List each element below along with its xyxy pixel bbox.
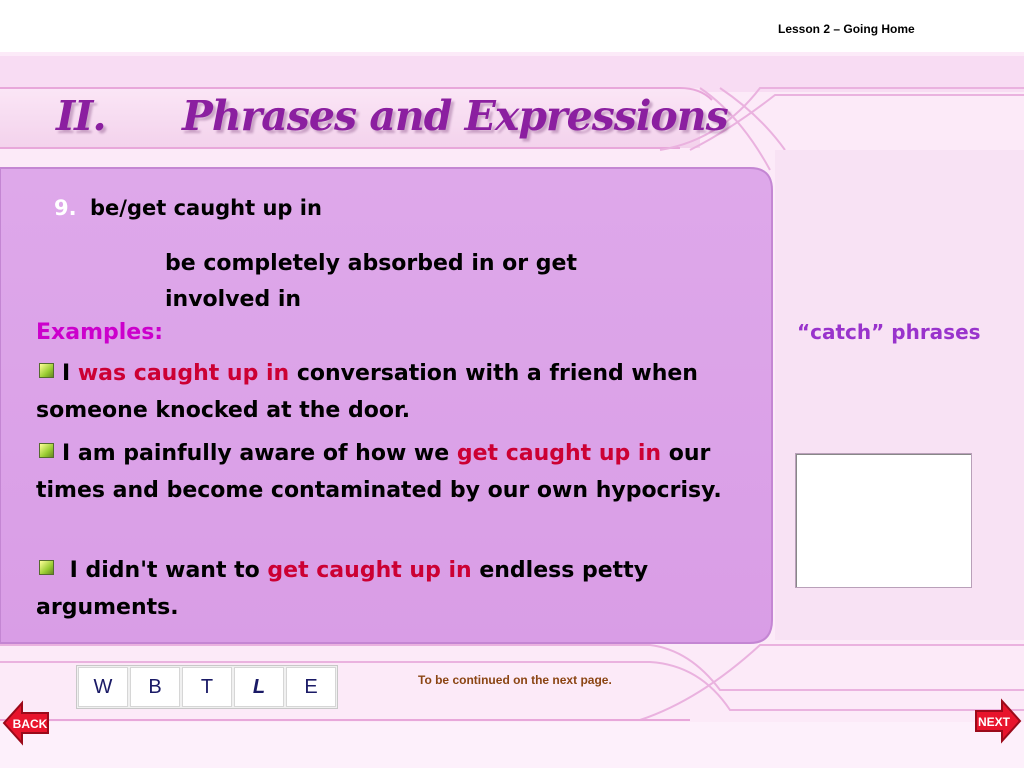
example-highlight: get caught up in: [267, 558, 472, 583]
example-text: our times and become contaminated by our own hypocrisy.: [36, 441, 722, 503]
slide-title: [56, 92, 728, 140]
examples-label: Examples:: [36, 320, 164, 345]
toolbar-button-e[interactable]: E: [286, 667, 336, 707]
title-text: Phrases and Expressions: [182, 92, 728, 140]
example-text: I am painfully aware of how we: [62, 441, 457, 466]
bullet-icon: [39, 443, 54, 458]
toolbar-button-t[interactable]: T: [182, 667, 232, 707]
example-text: endless petty arguments.: [36, 558, 649, 620]
example-2: [36, 435, 736, 509]
title-number: II.: [56, 92, 106, 140]
back-label: BACK: [12, 717, 48, 731]
example-text: I didn't want to: [62, 558, 268, 583]
back-button[interactable]: [2, 700, 50, 746]
definition: be completely absorbed in or get involved in: [165, 251, 577, 312]
continued-note: To be continued on the next page.: [418, 673, 612, 687]
toolbar-button-w[interactable]: W: [78, 667, 128, 707]
side-caption: “catch” phrases: [797, 320, 981, 344]
example-highlight: get caught up in: [456, 441, 662, 466]
bullet-icon: [39, 560, 54, 575]
example-text: conversation with a friend when someone knocked at the door.: [36, 361, 698, 423]
example-3: [36, 552, 736, 626]
example-highlight: was caught up in: [77, 361, 290, 386]
bullet-icon: [39, 363, 54, 378]
example-1: [36, 355, 736, 429]
item-number: 9.: [54, 196, 77, 220]
example-text: I: [62, 361, 78, 386]
wbtle-toolbar: [76, 665, 338, 709]
next-button[interactable]: [974, 698, 1022, 744]
toolbar-button-b[interactable]: B: [130, 667, 180, 707]
toolbar-button-l[interactable]: L: [234, 667, 284, 707]
next-label: NEXT: [977, 715, 1011, 729]
lesson-title: Lesson 2 – Going Home: [778, 22, 915, 36]
media-placeholder[interactable]: [795, 453, 972, 588]
item-phrase: be/get caught up in: [90, 196, 322, 220]
